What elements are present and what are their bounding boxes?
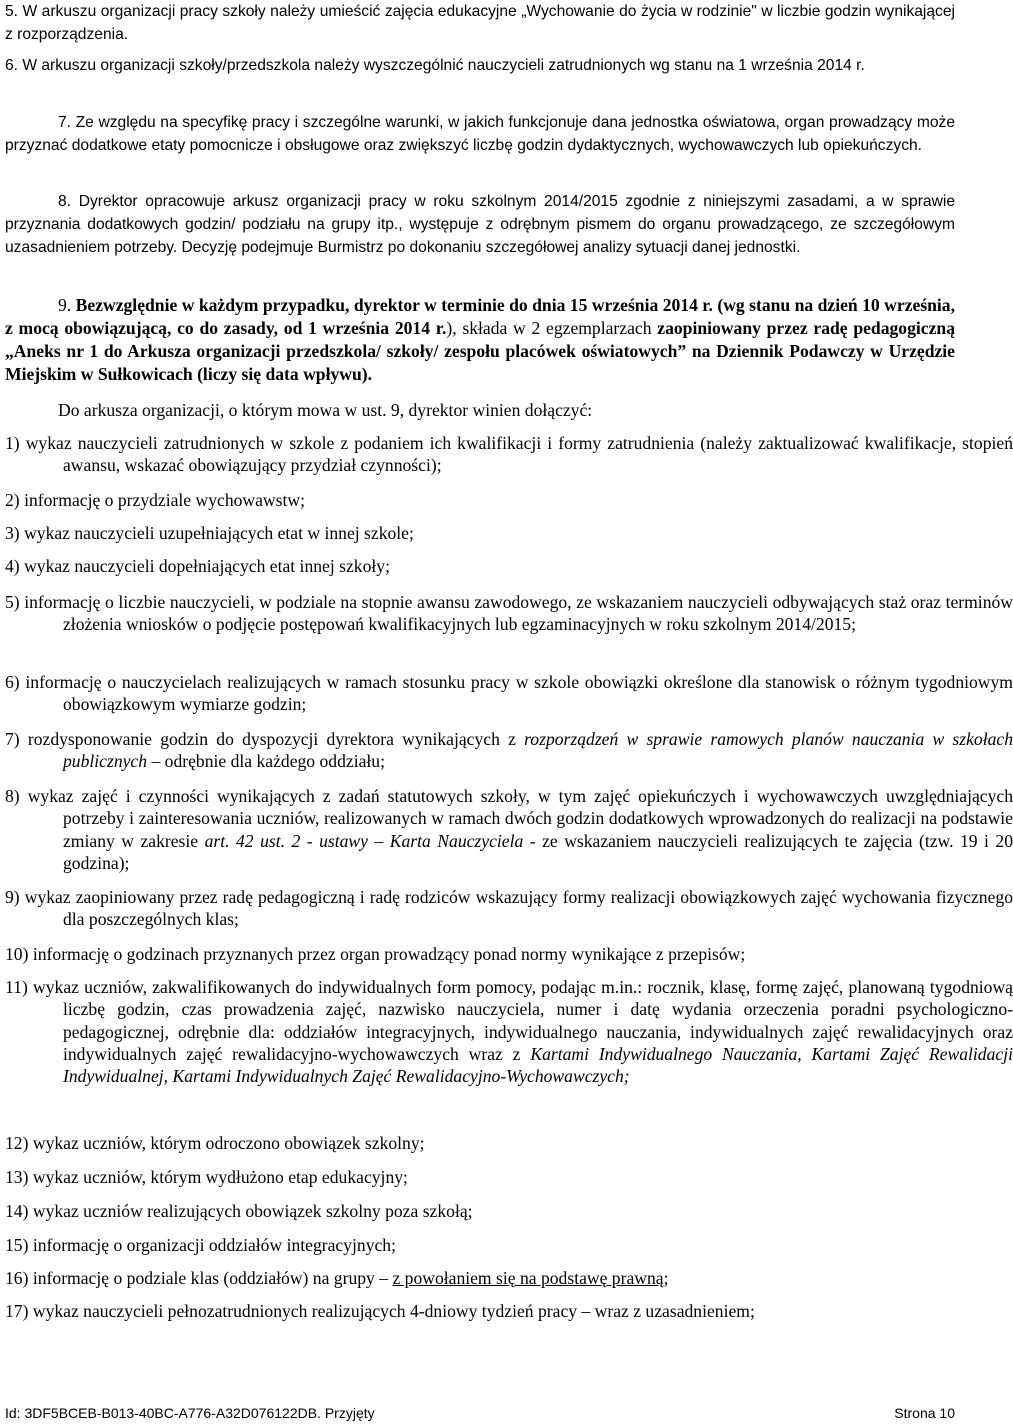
point-7: 7. Ze względu na specyfikę pracy i szczególne warunki, w jakich funkcjonuje dana jednostka oświatowa, organ prowadzący może przyznać dodatkowe etaty pomocnicze i obsługowe oraz zwiększyć liczbę godzin dydaktycznych, wychowawczych lub opiekuńczych. bbox=[5, 114, 955, 154]
list-item-text: wykaz nauczycieli dopełniających etat innej szkoły; bbox=[24, 556, 390, 576]
page-number: Strona 10 bbox=[894, 1405, 955, 1421]
list-item bbox=[5, 1267, 1013, 1289]
list-item-text: wykaz uczniów realizujących obowiązek szkolny poza szkołą; bbox=[32, 1201, 473, 1221]
list-item bbox=[5, 943, 1013, 965]
list-item bbox=[5, 591, 1013, 636]
attachments-intro: Do arkusza organizacji, o którym mowa w ust. 9, dyrektor winien dołączyć: bbox=[58, 400, 593, 420]
list-item-number: 17) bbox=[5, 1301, 29, 1321]
list-item bbox=[5, 886, 1013, 931]
list-item-number: 15) bbox=[5, 1235, 29, 1255]
list-item bbox=[5, 728, 1013, 773]
list-item-text: informację o przydziale wychowawstw; bbox=[24, 490, 305, 510]
list-item-italic: Kartami Indywidualnego Nauczania, Kartami Zajęć Rewalidacji Indywidualnej, Kartami Indywidualnych Zajęć Rewalidacyjno-Wychowawczych; bbox=[63, 1043, 1013, 1087]
list-item-number: 4) bbox=[5, 556, 20, 576]
list-item-text: wykaz zajęć i czynności wynikających z zadań statutowych szkoły, w tym zajęć opiekuńczych i wychowawczych uwzględniających potrzeby i zainteresowania uczniów, realizowanych w ramach dwóch godzin dodatkowych wprowadzonych do realizacji na podstawie zmiany w zakresie bbox=[27, 786, 1013, 851]
list-item-text: wykaz nauczycieli uzupełniających etat w innej szkole; bbox=[24, 523, 414, 543]
page-footer bbox=[5, 1404, 955, 1422]
list-item-text: informację o godzinach przyznanych przez organ prowadzący ponad normy wynikające z przepisów; bbox=[32, 944, 746, 964]
point-9-plain: ), składa w 2 egzemplarzach bbox=[446, 318, 652, 338]
list-item-text: informację o organizacji oddziałów integracyjnych; bbox=[32, 1235, 396, 1255]
point-8: 8. Dyrektor opracowuje arkusz organizacji pracy w roku szkolnym 2014/2015 zgodnie z niniejszymi zasadami, a w sprawie przyznania dodatkowych godzin/ podziału na grupy itp., występuje z odrębnym pismem do organu prowadzącego, ze szczegółowym uzasadnieniem potrzeby. Decyzję podejmuje Burmistrz po dokonaniu szczegółowej analizy sytuacji danej jednostki. bbox=[5, 193, 955, 256]
list-item bbox=[5, 522, 1013, 544]
point-9-bold-deadline: Bezwzględnie w każdym przypadku, dyrektor w terminie do dnia 15 września 2014 r. bbox=[75, 295, 713, 315]
point-9-number: 9. bbox=[58, 295, 72, 315]
list-item-number: 8) bbox=[5, 786, 20, 806]
list-item bbox=[5, 555, 1013, 577]
point-9 bbox=[5, 294, 955, 386]
list-item-number: 11) bbox=[5, 977, 28, 997]
list-item-number: 10) bbox=[5, 944, 29, 964]
list-item-text: informację o liczbie nauczycieli, w podziale na stopnie awansu zawodowego, ze wskazaniem nauczycieli odbywających staż oraz terminów złożenia wniosków o podjęcie postępowań kwalifikacyjnych lub egzaminacyjnych w roku szkolnym 2014/2015; bbox=[24, 592, 1013, 635]
list-item-number: 5) bbox=[5, 592, 20, 612]
document-id: Id: 3DF5BCEB-B013-40BC-A776-A32D076122DB. Przyjęty bbox=[5, 1405, 375, 1421]
list-item-text: wykaz nauczycieli pełnozatrudnionych realizujących 4-dniowy tydzień pracy – wraz z uzasadnieniem; bbox=[32, 1301, 755, 1321]
list-item-number: 9) bbox=[5, 887, 20, 907]
list-item-text-end: - ze wskazaniem nauczycieli realizujących te zajęcia (tzw. 19 i 20 godzina); bbox=[63, 830, 1013, 873]
list-item-text-end: ; bbox=[663, 1268, 669, 1288]
list-item-number: 12) bbox=[5, 1133, 29, 1153]
list-item bbox=[5, 976, 1013, 1087]
list-item-text: wykaz nauczycieli zatrudnionych w szkole z podaniem ich kwalifikacji i formy zatrudnienia (należy zaktualizować kwalifikacje, stopień awansu, wskazać obowiązujący przydział czynności); bbox=[25, 433, 1013, 476]
point-5: 5. W arkuszu organizacji pracy szkoły należy umieścić zajęcia edukacyjne „Wychowanie do życia w rodzinie" w liczbie godzin wynikającej z rozporządzenia. bbox=[5, 3, 955, 43]
list-item-italic: art. 42 ust. 2 - ustawy – Karta Nauczyciela bbox=[204, 830, 524, 851]
list-item-number: 3) bbox=[5, 523, 20, 543]
list-item bbox=[5, 1300, 1013, 1322]
list-item-number: 14) bbox=[5, 1201, 29, 1221]
list-item-text: rozdysponowanie godzin do dyspozycji dyrektora wynikających z bbox=[27, 729, 525, 749]
list-item bbox=[5, 1234, 1013, 1256]
point-9-bold-annex: zaopiniowany przez radę pedagogiczną „Aneks nr 1 do Arkusza organizacji przedszkola/ szkoły/ zespołu placówek oświatowych” na Dziennik Podawczy w Urzędzie Miejskim w Sułkowicach (liczy się data wpływu). bbox=[5, 318, 955, 384]
list-item-number: 16) bbox=[5, 1268, 29, 1288]
list-item bbox=[5, 432, 1013, 477]
list-item-underlined: z powołaniem się na podstawę prawną bbox=[392, 1268, 664, 1288]
list-item bbox=[5, 1132, 1013, 1154]
list-item-italic: rozporządzeń w sprawie ramowych planów nauczania w szkołach publicznych bbox=[63, 729, 1013, 772]
list-item-number: 6) bbox=[5, 672, 20, 692]
list-item-text: wykaz uczniów, którym odroczono obowiązek szkolny; bbox=[32, 1133, 425, 1153]
list-item-text: informację o nauczycielach realizujących w ramach stosunku pracy w szkole obowiązki określone dla stanowisk o różnym tygodniowym obowiązkowym wymiarze godzin; bbox=[25, 672, 1013, 715]
list-item-number: 13) bbox=[5, 1167, 29, 1187]
list-item bbox=[5, 1200, 1013, 1222]
list-item-text: wykaz zaopiniowany przez radę pedagogiczną i radę rodziców wskazujący formy realizacji obowiązkowych zajęć wychowania fizycznego dla poszczególnych klas; bbox=[24, 887, 1013, 930]
list-item-number: 7) bbox=[5, 729, 20, 749]
list-item-text: wykaz uczniów, zakwalifikowanych do indywidualnych form pomocy, podając m.in.: rocznik, klasę, formę zajęć, planowaną tygodniową liczbę godzin, czas prowadzenia zajęć, nazwisko nauczyciela, numer i datę wydania orzeczenia poradni psychologiczno-pedagogicznej, odrębnie dla: oddziałów integracyjnych, indywidualnego nauczania, indywidualnych zajęć rewalidacyjnych oraz indywidualnych zajęć rewalidacyjno-wychowawczych wraz z bbox=[33, 977, 1013, 1064]
point-9-bold-state: (wg stanu na dzień 10 września, z mocą obowiązującą, co do zasady, od 1 września 2014 r. bbox=[5, 295, 955, 338]
list-item-text-end: – odrębnie dla każdego oddziału; bbox=[147, 751, 385, 772]
list-item-text: wykaz uczniów, którym wydłużono etap edukacyjny; bbox=[32, 1167, 408, 1187]
list-item bbox=[5, 1166, 1013, 1188]
point-6: 6. W arkuszu organizacji szkoły/przedszkola należy wyszczególnić nauczycieli zatrudnionych wg stanu na 1 września 2014 r. bbox=[5, 57, 865, 74]
list-item-number: 1) bbox=[5, 433, 20, 453]
list-item bbox=[5, 489, 1013, 511]
list-item bbox=[5, 671, 1013, 716]
list-item-text: informację o podziale klas (oddziałów) na grupy – bbox=[32, 1268, 393, 1288]
list-item-number: 2) bbox=[5, 490, 20, 510]
list-item bbox=[5, 785, 1013, 874]
